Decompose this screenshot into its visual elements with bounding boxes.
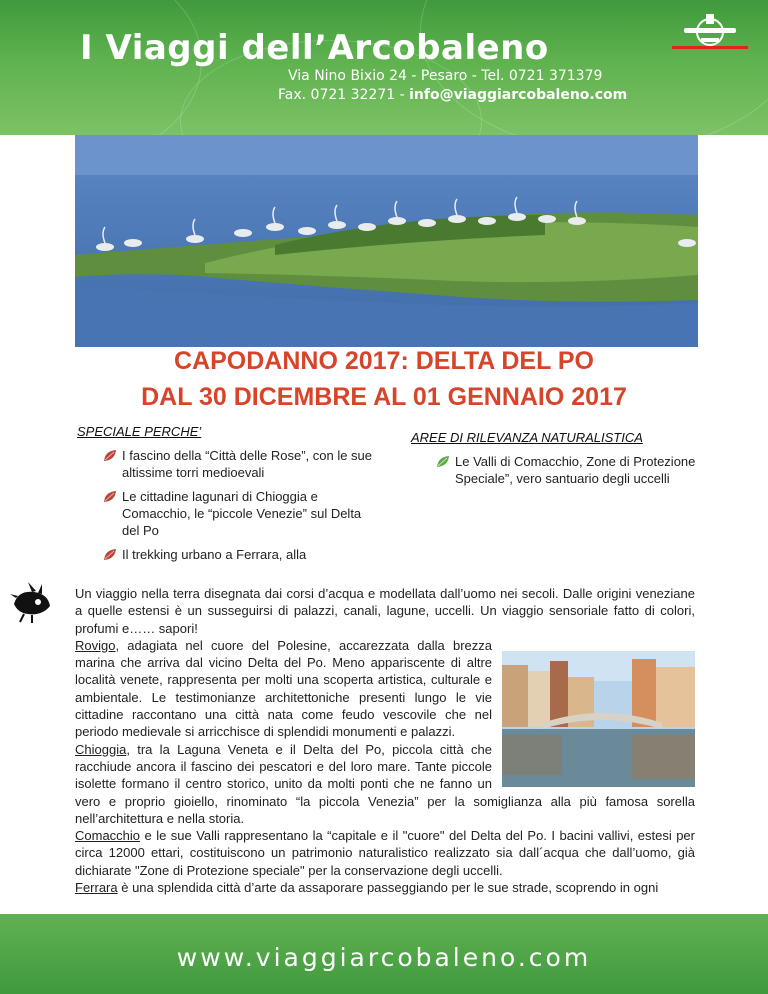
comacchio-paragraph [75, 827, 695, 879]
plane-logo-icon [670, 8, 750, 52]
rovigo-text: , adagiata nel cuore del Polesine, accarezzata dalla brezza marina che arriva dal vicino Delta del Po. Meno appariscente di altre località venete, rappresenta per molti una scoperta artistica, culturale e ambientale. Le testimonianze architettoniche presenti lungo le vie cittadine raccontano una città nata come feudo vescovile che nel periodo medievale si arricchisce di splendidi monumenti e palazzi. [75, 637, 492, 740]
website-link[interactable]: www.viaggiarcobaleno.com [176, 943, 592, 972]
right-column-heading: AREE DI RILEVANZA NATURALISTICA [411, 430, 643, 445]
comacchio-text: e le sue Valli rappresentano la “capitale e il "cuore" del Delta del Po. I bacini vallivi, estesi per circa 12000 ettari, costituiscono un patrimonio naturalistico realizzato sia dall´acqua che dall’uomo, già dichiarate "Zone di Protezione speciale" per la conservazione degli uccelli. [75, 828, 695, 878]
ferrara-text: è una splendida città d’arte da assaporare passeggiando per le sue strade, scoprendo in ogni [117, 880, 659, 896]
leaf-bullet-icon [103, 548, 117, 561]
chioggia-canal-photo [502, 651, 695, 787]
article-body [75, 585, 695, 896]
bird-icon [8, 580, 54, 624]
brand-name: I Viaggi dell’Arcobaleno [80, 28, 549, 68]
place-comacchio: Comacchio [75, 828, 141, 844]
page-title: CAPODANNO 2017: DELTA DEL PO [174, 347, 594, 375]
list-item-text: Il trekking urbano a Ferrara, alla [122, 547, 307, 562]
left-column-heading: SPECIALE PERCHE’ [77, 424, 202, 439]
leaf-bullet-icon [103, 490, 117, 503]
list-item [122, 546, 372, 563]
address-line: Via Nino Bixio 24 - Pesaro - Tel. 0721 371379 [288, 68, 603, 84]
leaf-bullet-icon [103, 449, 117, 462]
list-item-text: Le cittadine lagunari di Chioggia e Comacchio, le “piccole Venezie” sul Delta del Po [122, 489, 362, 538]
ferrara-paragraph [75, 879, 695, 896]
list-item [455, 453, 725, 487]
place-rovigo: Rovigo [75, 637, 116, 653]
page-subtitle: DAL 30 DICEMBRE AL 01 GENNAIO 2017 [141, 383, 627, 411]
place-chioggia: Chioggia [75, 741, 127, 757]
list-item [122, 447, 372, 481]
header-banner [0, 0, 768, 135]
intro-paragraph: Un viaggio nella terra disegnata dai corsi d’acqua e modellata dall’uomo nei secoli. Dalle origini veneziane a quelle estensi è un susseguirsi di palazzi, canali, lagune, uccelli. Un viaggio sensoriale fatto di colori, profumi e…… sapori! [75, 586, 695, 636]
place-ferrara: Ferrara [75, 880, 118, 896]
flamingo-lagoon-photo [75, 135, 698, 347]
footer-banner [0, 914, 768, 994]
list-item [122, 488, 372, 539]
fax-text: Fax. 0721 32271 - [278, 87, 410, 103]
chioggia-text: , tra la Laguna Veneta e il Delta del Po, piccola città che racchiude ancora il fascino dei pescatori e del loro mare. Tante piccole isolette formano il centro storico, unito da molti ponti che ne fanno un vero e proprio gioiello, rinominato “la piccola Venezia” per la somiglianza alla più famosa sorella nell’architettura e nella storia. [75, 741, 695, 826]
leaf-bullet-icon [436, 455, 450, 468]
list-item-text: Le Valli di Comacchio, Zone di Protezione Speciale”, vero santuario degli uccelli [455, 454, 696, 486]
email-link[interactable]: info@viaggiarcobaleno.com [409, 87, 628, 103]
contact-line [278, 87, 627, 103]
list-item-text: I fascino della “Città delle Rose”, con le sue altissime torri medioevali [122, 448, 373, 480]
